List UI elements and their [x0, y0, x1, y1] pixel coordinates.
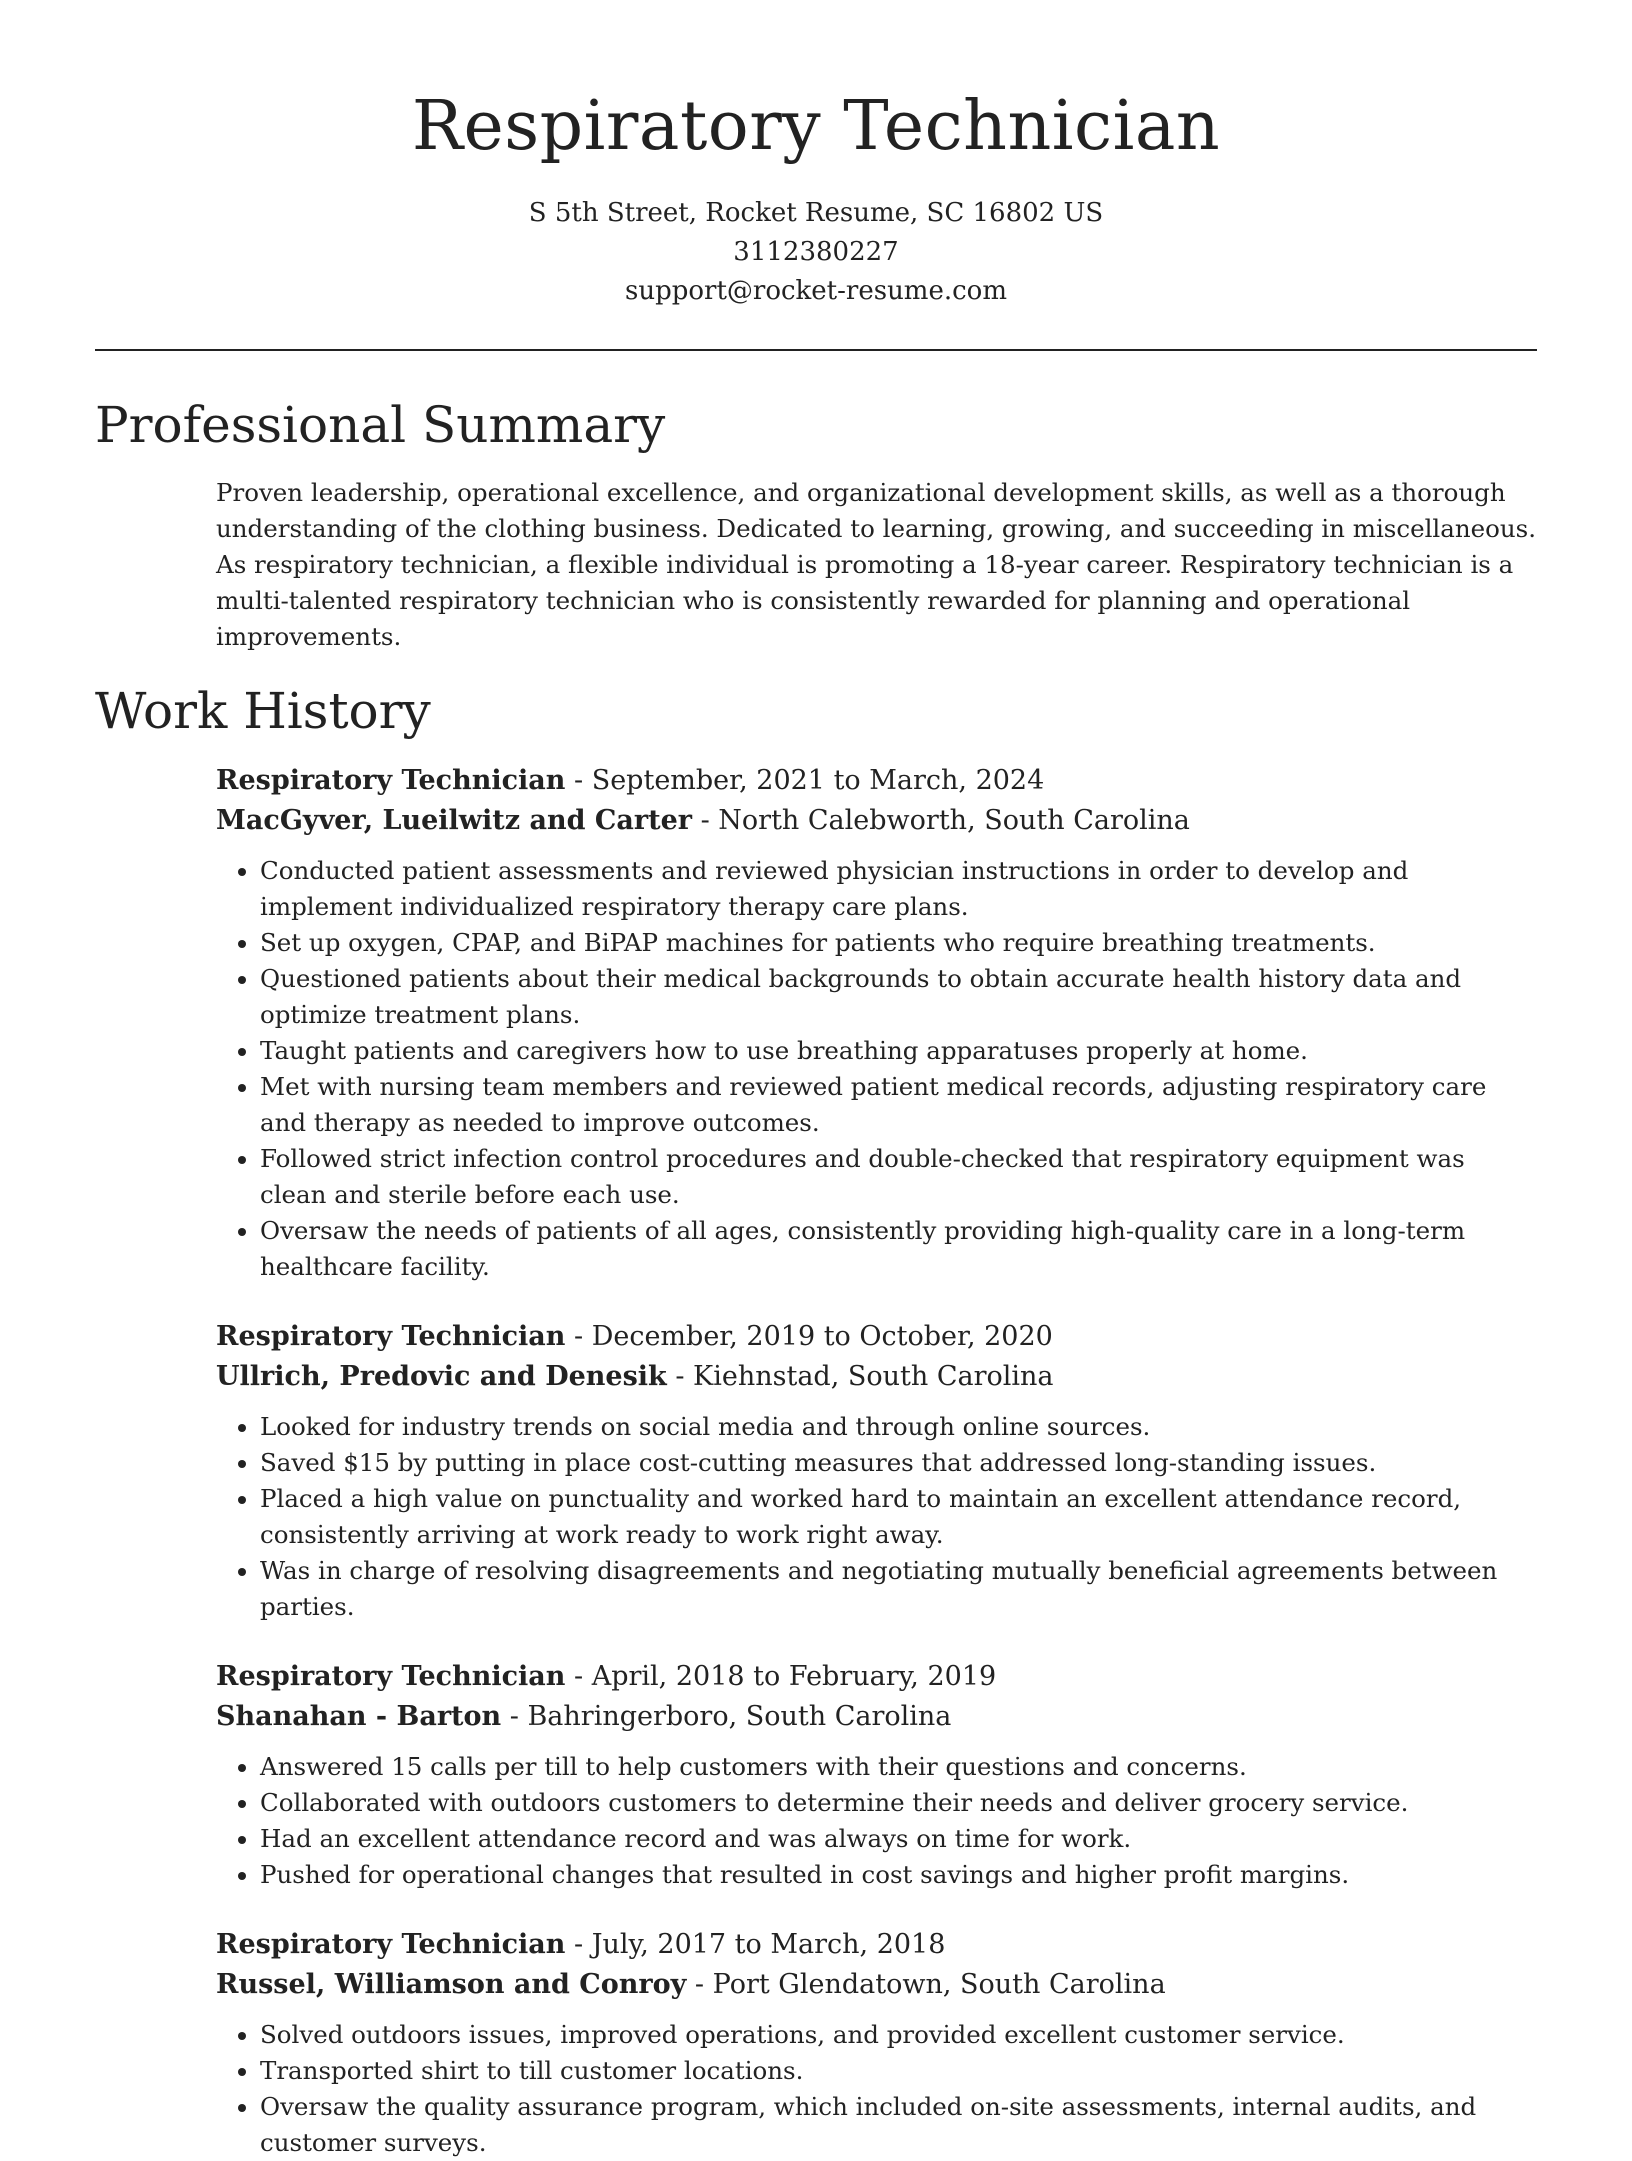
job-title: Respiratory Technician	[216, 765, 566, 796]
list-item: • Taught patients and caregivers how to use breathing apparatuses properly at home.	[260, 1033, 1537, 1069]
job-bullets	[216, 853, 1537, 1285]
list-item: • Was in charge of resolving disagreements and negotiating mutually beneficial agreements between parties.	[260, 1553, 1537, 1625]
list-item: • Pushed for operational changes that resulted in cost savings and higher profit margins.	[260, 1857, 1537, 1893]
summary-text: Proven leadership, operational excellence, and organizational development skills, as well as a thorough understanding of the clothing business. Dedicated to learning, growing, and succeeding in miscellaneous. As respiratory technician, a flexible individual is promoting a 18-year career. Respiratory technician is a multi-talented respiratory technician who is consistently rewarded for planning and operational improvements.	[216, 478, 1537, 651]
resume-page	[95, 0, 1537, 2161]
list-item: • Collaborated with outdoors customers to determine their needs and deliver grocery service.	[260, 1785, 1537, 1821]
job-company-line	[216, 801, 1537, 841]
list-item: • Answered 15 calls per till to help customers with their questions and concerns.	[260, 1749, 1537, 1785]
job-company: Russel, Williamson and Conroy	[216, 1969, 687, 2000]
job-company-line	[216, 1697, 1537, 1737]
list-item: • Questioned patients about their medical backgrounds to obtain accurate health history data and optimize treatment plans.	[260, 961, 1537, 1033]
job-company-line	[216, 1357, 1537, 1397]
job-location: - Port Glendatown, South Carolina	[686, 1969, 1166, 2000]
candidate-name: Respiratory Technician	[411, 87, 1221, 166]
job-entry	[216, 1657, 1537, 1893]
job-title: Respiratory Technician	[216, 1661, 566, 1692]
list-item: • Oversaw the quality assurance program, which included on-site assessments, internal audits, and customer surveys.	[260, 2089, 1537, 2161]
job-location: - North Calebworth, South Carolina	[692, 805, 1190, 836]
job-dates: - September, 2021 to March, 2024	[565, 765, 1045, 796]
list-item: • Transported shirt to till customer locations.	[260, 2053, 1537, 2089]
job-title-line	[216, 761, 1537, 801]
job-title: Respiratory Technician	[216, 1321, 566, 1352]
job-dates: - April, 2018 to February, 2019	[565, 1661, 997, 1692]
job-entry	[216, 1317, 1537, 1625]
job-bullets	[216, 1409, 1537, 1625]
list-item: • Met with nursing team members and reviewed patient medical records, adjusting respiratory care and therapy as needed to improve outcomes.	[260, 1069, 1537, 1141]
job-company: Shanahan - Barton	[216, 1701, 502, 1732]
list-item: • Oversaw the needs of patients of all ages, consistently providing high-quality care in a long-term healthcare facility.	[260, 1213, 1537, 1285]
list-item: • Conducted patient assessments and reviewed physician instructions in order to develop and implement individualized respiratory therapy care plans.	[260, 853, 1537, 925]
job-location: - Kiehnstad, South Carolina	[666, 1361, 1054, 1392]
job-company: Ullrich, Predovic and Denesik	[216, 1361, 667, 1392]
job-dates: - July, 2017 to March, 2018	[565, 1929, 946, 1960]
job-bullets	[216, 1749, 1537, 1893]
list-item: • Saved $15 by putting in place cost-cutting measures that addressed long-standing issues.	[260, 1445, 1537, 1481]
header-divider	[95, 349, 1537, 351]
job-title-line	[216, 1925, 1537, 1965]
phone: 3112380227	[733, 237, 899, 267]
list-item: • Looked for industry trends on social media and through online sources.	[260, 1409, 1537, 1445]
job-company: MacGyver, Lueilwitz and Carter	[216, 805, 692, 836]
job-entry	[216, 761, 1537, 1285]
summary-heading: Professional Summary	[95, 396, 666, 454]
list-item: • Placed a high value on punctuality and worked hard to maintain an excellent attendance record, consistently arriving at work ready to work right away.	[260, 1481, 1537, 1553]
address: S 5th Street, Rocket Resume, SC 16802 US	[528, 198, 1104, 228]
job-dates: - December, 2019 to October, 2020	[565, 1321, 1053, 1352]
list-item: • Had an excellent attendance record and was always on time for work.	[260, 1821, 1537, 1857]
list-item: • Followed strict infection control procedures and double-checked that respiratory equipment was clean and sterile before each use.	[260, 1141, 1537, 1213]
job-location: - Bahringerboro, South Carolina	[501, 1701, 952, 1732]
job-title-line	[216, 1657, 1537, 1697]
job-bullets	[216, 2017, 1537, 2161]
list-item: • Solved outdoors issues, improved operations, and provided excellent customer service.	[260, 2017, 1537, 2053]
job-title-line	[216, 1317, 1537, 1357]
job-title: Respiratory Technician	[216, 1929, 566, 1960]
job-company-line	[216, 1965, 1537, 2005]
resume-header	[95, 0, 1537, 311]
work-history-heading: Work History	[95, 682, 431, 740]
list-item: • Set up oxygen, CPAP, and BiPAP machines for patients who require breathing treatments.	[260, 925, 1537, 961]
email: support@rocket-resume.com	[624, 276, 1007, 306]
job-entry	[216, 1925, 1537, 2161]
contact-block	[95, 194, 1537, 311]
